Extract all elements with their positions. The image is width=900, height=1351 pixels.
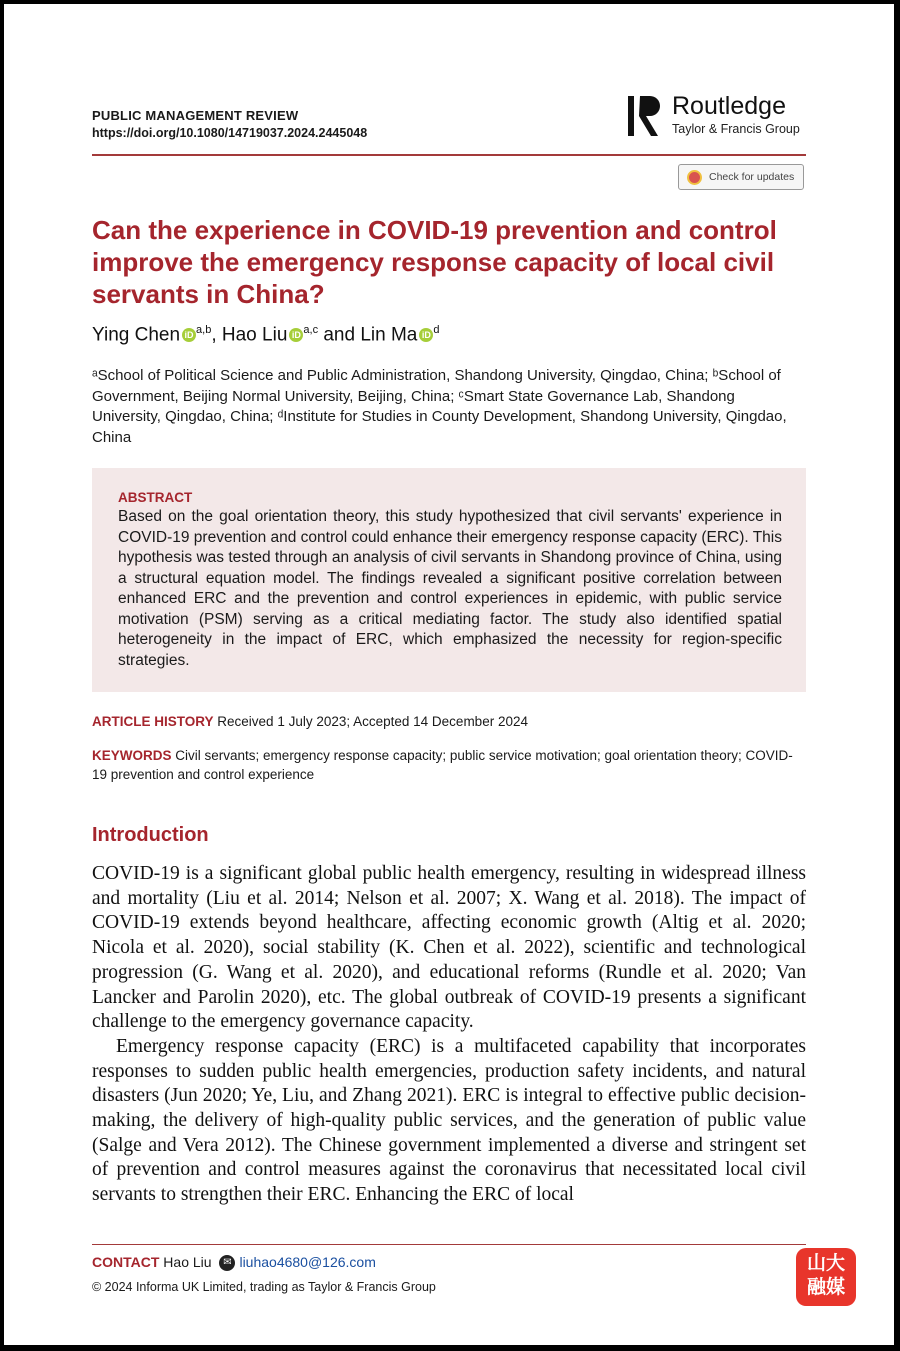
abstract-box [92,468,806,692]
contact-line [92,1254,376,1271]
copyright: © 2024 Informa UK Limited, trading as Taylor & Francis Group [92,1280,436,1294]
affiliations: ᵃSchool of Political Science and Public Administration, Shandong University, Qingdao, China; ᵇSchool of Government, Beijing Normal University, Beijing, China; ᶜSmart State Governance Lab, Shandong University, Qingdao, China; ᵈInstitute for Studies in County Development, Shandong University, Qingdao, China [92,367,787,446]
paragraph: Emergency response capacity (ERC) is a multifaceted capability that incorporates responses to sudden public health emergencies, production safety incidents, and natural disasters (Jun 2020; Ye, Liu, and Zhang 2021). ERC is integral to effective public decision-making, the delivery of high-quality public services, and the generation of public value (Salge and Vera 2012). The Chinese government implemented a diverse and stringent set of prevention and control measures against the coronavirus that necessitated local civil servants to strengthen their ERC. Enhancing the ERC of local [92,1035,806,1206]
author-list [92,324,440,346]
contact-email-link[interactable]: liuhao4680@126.com [239,1254,376,1270]
orcid-icon[interactable]: iD [419,328,433,342]
author-affil-sup: a,c [303,324,319,336]
author-affil-sup: d [433,324,440,336]
watermark-logo [796,1248,856,1306]
journal-name: PUBLIC MANAGEMENT REVIEW [92,108,299,123]
history-text: Received 1 July 2023; Accepted 14 December 2024 [217,714,528,729]
keywords [92,746,806,784]
contact-name: Hao Liu [163,1254,212,1270]
watermark-line: 融媒 [806,1277,845,1298]
author-separator: , [211,324,222,346]
author-name[interactable]: Lin Ma [360,324,418,346]
history-label: ARTICLE HISTORY [92,714,214,729]
orcid-icon[interactable]: iD [182,328,196,342]
page-header [92,90,806,154]
check-updates-button[interactable] [678,164,804,190]
check-updates-label: Check for updates [709,171,795,183]
article-page [4,4,894,1345]
footer-divider [92,1244,806,1245]
watermark-line: 山大 [806,1253,845,1274]
abstract-text: Based on the goal orientation theory, this study hypothesized that civil servants' experience in COVID-19 prevention and control could enhance their emergency response capacity (ERC). This hypothesis was tested through an analysis of civil servants in Shandong province of China, using a structural equation model. The findings revealed a significant positive correlation between enhanced ERC and the prevention and control experiences in epidemic, with public service motivation (PSM) serving as a critical mediating factor. The study also identified spatial heterogeneity in the impact of ERC, which emphasized the necessity for region-specific strategies. [118,508,782,669]
contact-label: CONTACT [92,1254,160,1270]
publisher-logo [626,90,806,142]
author-name[interactable]: Ying Chen [92,324,181,346]
article-title: Can the experience in COVID-19 prevention and control improve the emergency response capacity of local civil servants in China? [92,215,777,309]
body-text [92,862,806,1208]
article-history [92,714,528,729]
header-divider [92,154,806,156]
email-icon: ✉ [219,1255,235,1271]
publisher-group: Taylor & Francis Group [672,122,800,136]
update-icon [687,170,702,185]
keywords-text: Civil servants; emergency response capacity; public service motivation; goal orientation theory; COVID-19 prevention and control experience [92,748,793,782]
author-and: and [318,324,361,346]
section-heading: Introduction [92,824,209,846]
doi-link[interactable]: https://doi.org/10.1080/14719037.2024.2445048 [92,126,368,140]
author-name[interactable]: Hao Liu [221,324,288,346]
author-affil-sup: a,b [196,324,212,336]
paragraph: COVID-19 is a significant global public health emergency, resulting in widespread illness and mortality (Liu et al. 2014; Nelson et al. 2007; X. Wang et al. 2018). The impact of COVID-19 extends beyond healthcare, affecting economic growth (Altig et al. 2020; Nicola et al. 2020), social stability (K. Chen et al. 2022), scientific and technological progression (G. Wang et al. 2020), and educational reforms (Rundle et al. 2020; Van Lancker and Parolin 2020), etc. The global outbreak of COVID-19 presents a significant challenge to the emergency governance capacity. [92,863,806,1033]
routledge-logo-icon [626,92,666,140]
publisher-name: Routledge [672,92,786,120]
keywords-label: KEYWORDS [92,748,172,763]
orcid-icon[interactable]: iD [289,328,303,342]
abstract-heading: ABSTRACT [118,490,193,505]
